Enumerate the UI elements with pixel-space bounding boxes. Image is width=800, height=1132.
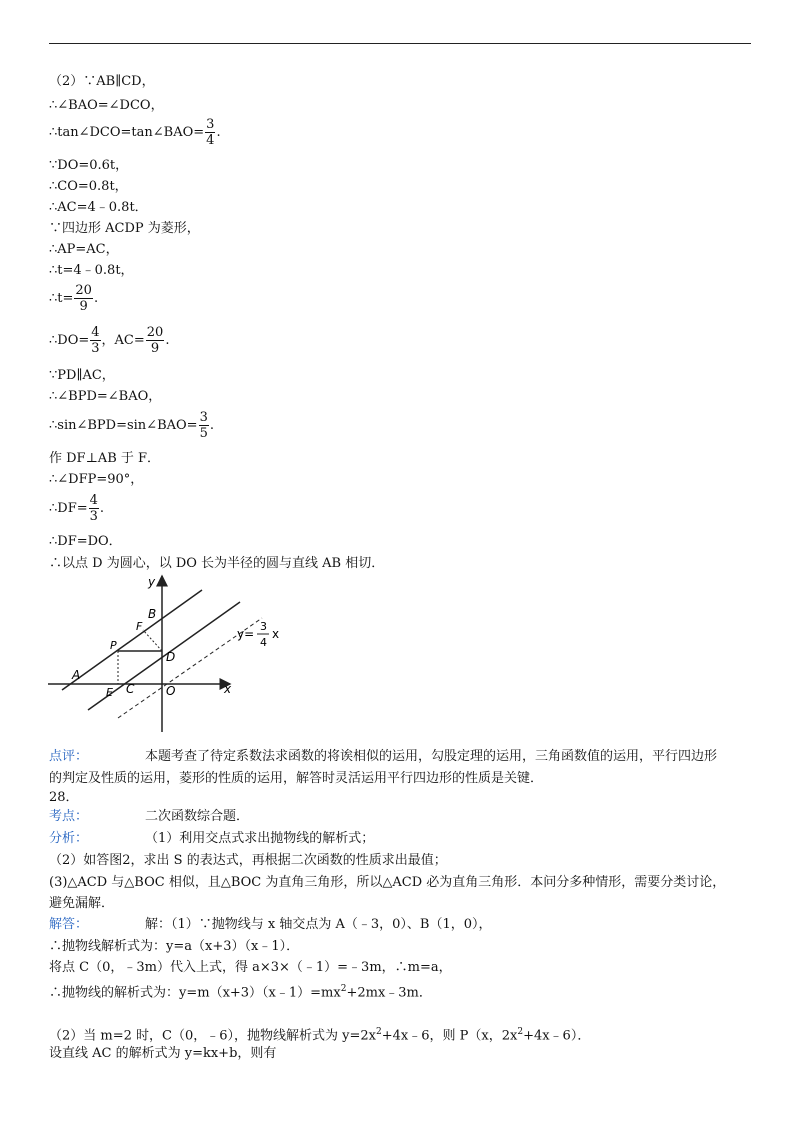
equation-suffix: x [272,627,280,641]
label-c: C [126,682,135,696]
text-line: ∴DF= $\frac{4}{3}$ . [49,493,105,524]
text-line: 避免漏解． [49,896,115,911]
fraction: $\frac{20}{9}$ [146,325,164,356]
text-line: （2）∵AB∥CD， [49,74,155,89]
jieda-line: 解答： 解：（1）∵抛物线与 x 轴交点为 A（﹣3，0）、B（1，0）， [49,917,492,932]
equation-prefix: y= [237,627,255,641]
text-line: ∴t= $\frac{20}{9}$ . [49,283,99,314]
text-line: ∴sin∠BPD=sin∠BAO= $\frac{3}{5}$ . [49,410,214,441]
top-rule [49,43,751,44]
text-line: ∴tan∠DCO=tan∠BAO= $\frac{3}{4}$ . [49,117,221,148]
text-line: ∵DO=0.6t， [49,158,129,173]
label-b: B [148,607,157,621]
text-line: ∴∠BAO=∠DCO， [49,98,164,113]
text-line: 作 DF⊥AB 于 F． [49,451,161,466]
text-line: ∴CO=0.8t， [49,179,128,194]
equation-num: 3 [260,620,267,633]
label-e: E [106,686,113,699]
label-o: O [166,684,176,698]
text-line: ∵PD∥AC， [49,368,115,383]
label-y: y [148,575,156,589]
text-line: ∴AP=AC， [49,242,119,257]
fraction: $\frac{3}{5}$ [199,410,208,441]
text-line: 将点 C（0，﹣3m）代入上式，得 a×3×（﹣1）=﹣3m，∴m=a， [49,960,452,975]
text-line: ∴∠BPD=∠BAO， [49,389,162,404]
label-a: A [72,668,81,682]
text-line: ∴抛物线解析式为：y=a（x+3）（x﹣1）． [49,939,300,954]
text-line: ∴DO= $\frac{4}{3}$ ，AC= $\frac{20}{9}$ . [49,325,170,356]
fraction: $\frac{20}{9}$ [75,283,92,314]
equation-den: 4 [260,636,267,649]
geometry-figure [40,570,340,742]
question-number: 28． [49,790,79,805]
text-line: （2）如答图2，求出 S 的表达式，再根据二次函数的性质求出最值； [49,853,447,868]
text-line: ∴t=4﹣0.8t， [49,263,134,278]
fenxi-line: 分析： （1）利用交点式求出抛物线的解析式； [49,831,375,846]
comment-label: 点评： [49,749,89,764]
line-ab [62,590,202,690]
text-line: ∴抛物线的解析式为：$y=m(x+3)(x﹣1)=mx^2+2mx﹣3m$． [49,984,432,1001]
text-line: ∴DF=DO． [49,534,122,549]
comment-block: 点评： 本题考查了待定系数法求函数的将诶相似的运用，勾股定理的运用，三角函数值的运用，平行四边形 的判定及性质的运用，菱形的性质的运用，解答时灵活运用平行四边形的性质是关键． [49,746,754,790]
text-line: ∴AC=4﹣0.8t． [49,200,148,215]
text-line: ∴∠DFP=90°， [49,472,144,487]
label-f: F [136,620,143,633]
label-d: D [166,650,176,664]
text-line: 设直线 AC 的解析式为 y=kx+b，则有 [49,1046,277,1061]
fraction: $\frac{3}{4}$ [206,117,215,148]
text-line: ∴以点 D 为圆心，以 DO 长为半径的圆与直线 AB 相切． [49,556,385,571]
label-p: P [110,639,117,652]
label-x: x [224,682,232,696]
text-line: ∵四边形 ACDP 为菱形， [49,221,200,236]
fraction: $\frac{4}{3}$ [91,325,100,356]
fraction: $\frac{4}{3}$ [89,493,98,524]
text-line: （2）当 m=2 时，C（0，﹣6），抛物线解析式为 $y=2x^2+4x﹣6$，则 P（x，$2x^2+4x﹣6$）． [49,1027,591,1044]
kaodian-line: 考点： 二次函数综合题． [49,809,250,824]
text-line: (3)△ACD 与△BOC 相似，且△BOC 为直角三角形，所以△ACD 必为直角三角形．本问分多种情形，需要分类讨论， [49,875,726,890]
segment-df [143,630,162,651]
